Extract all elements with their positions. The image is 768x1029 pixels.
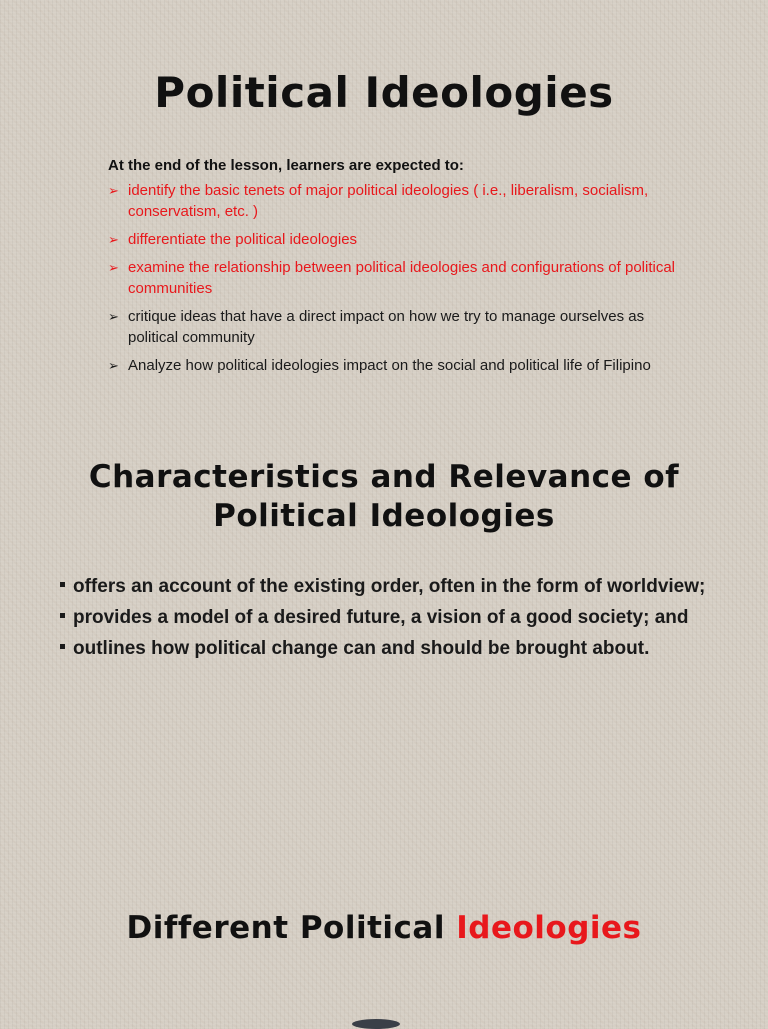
- partial-shape-decoration: [352, 1019, 400, 1029]
- characteristics: [58, 575, 738, 668]
- objective-item: [108, 306, 688, 348]
- learning-objectives: [108, 155, 688, 383]
- objective-text: examine the relationship between political ideologies and configurations of political communities: [128, 259, 676, 297]
- square-bullet-icon: [60, 644, 65, 649]
- arrow-bullet-icon: ➢: [108, 232, 119, 247]
- arrow-bullet-icon: ➢: [108, 309, 119, 324]
- objective-text: differentiate the political ideologies: [128, 231, 358, 248]
- objective-item: [108, 257, 688, 299]
- objective-item: [108, 355, 688, 376]
- characteristic-item: [58, 637, 738, 660]
- square-bullet-icon: [60, 613, 65, 618]
- objective-text: critique ideas that have a direct impact on how we try to manage ourselves as political community: [128, 308, 645, 346]
- objectives-intro: At the end of the lesson, learners are expected to:: [108, 157, 464, 174]
- slide2-title-line2: Political Ideologies: [213, 498, 555, 534]
- characteristic-item: [58, 575, 738, 598]
- slide1-title: Political Ideologies: [154, 68, 614, 117]
- arrow-bullet-icon: ➢: [108, 183, 119, 198]
- slide3-title-part1: Different Political: [126, 910, 457, 946]
- characteristic-text: outlines how political change can and should be brought about.: [73, 638, 650, 659]
- characteristic-text: provides a model of a desired future, a vision of a good society; and: [73, 607, 689, 628]
- objective-text: identify the basic tenets of major political ideologies ( i.e., liberalism, socialism, conservatism, etc. ): [128, 182, 649, 220]
- square-bullet-icon: [60, 582, 65, 587]
- objectives-list: [108, 180, 688, 376]
- slide3-title-accent: Ideologies: [456, 910, 642, 946]
- arrow-bullet-icon: ➢: [108, 260, 119, 275]
- objective-text: Analyze how political ideologies impact on the social and political life of Filipino: [128, 357, 651, 374]
- characteristic-text: offers an account of the existing order, often in the form of worldview;: [73, 576, 706, 597]
- slide3-title: [0, 910, 768, 946]
- arrow-bullet-icon: ➢: [108, 358, 119, 373]
- slide2-title: [0, 458, 768, 536]
- objective-item: [108, 180, 688, 222]
- characteristics-list: [58, 575, 738, 660]
- slide2-title-line1: Characteristics and Relevance of: [88, 459, 680, 495]
- characteristic-item: [58, 606, 738, 629]
- objective-item: [108, 229, 688, 250]
